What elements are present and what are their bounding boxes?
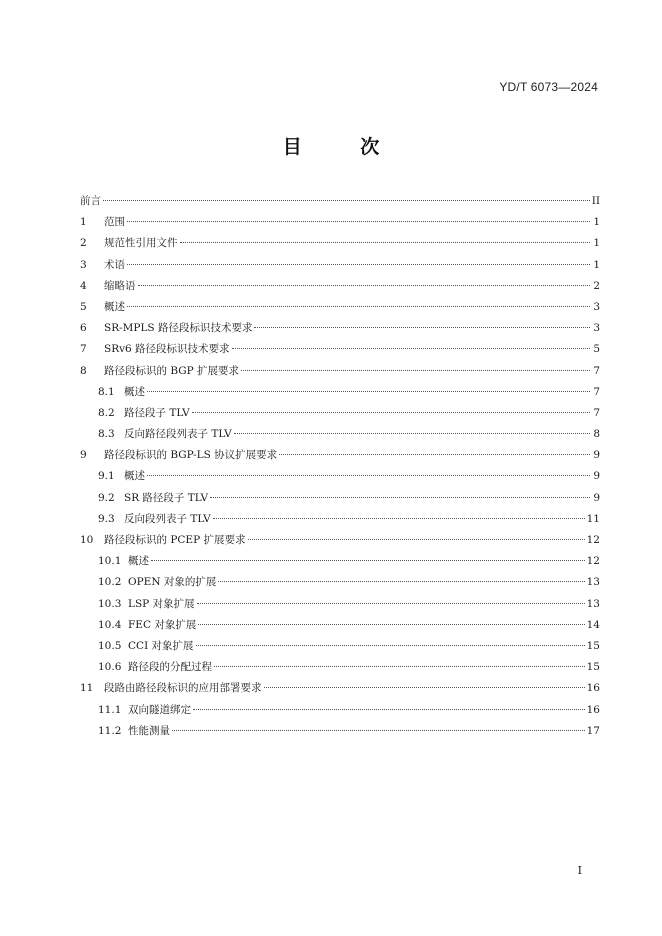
toc-entry-number: 5 (80, 300, 87, 313)
toc-entry-number: 3 (80, 258, 87, 271)
toc-entry-label: 性能测量 (128, 724, 170, 737)
toc-entry[interactable] (80, 382, 600, 403)
toc-entry-label: 路径段子 TLV (124, 406, 190, 419)
toc-entry[interactable] (80, 572, 600, 593)
toc-entry-page: 12 (586, 555, 600, 568)
toc-entry[interactable] (80, 276, 600, 297)
toc-entry-label: LSP 对象扩展 (128, 597, 195, 610)
toc-entry-number: 10 (80, 534, 94, 546)
toc-entry-label: 概述 (104, 300, 125, 313)
toc-entry-number: 11.1 (98, 703, 122, 716)
toc-entry-page: 2 (593, 279, 600, 292)
toc-entry-page: 7 (593, 364, 600, 377)
toc-entry[interactable] (80, 445, 600, 466)
toc-entry-label: 路径段的分配过程 (128, 661, 212, 674)
toc-entry-number: 11.2 (98, 724, 122, 737)
toc-entry[interactable] (80, 233, 600, 254)
toc-entry-number: 4 (80, 279, 87, 292)
toc-entry-number: 11 (80, 682, 94, 695)
toc-leader-dots (254, 327, 590, 328)
toc-leader-dots (218, 581, 584, 582)
toc-leader-dots (147, 391, 590, 392)
toc-leader-dots (213, 518, 585, 519)
toc-entry-label: 前言 (80, 195, 101, 207)
toc-entry[interactable] (80, 255, 600, 276)
toc-entry-page: 17 (586, 724, 600, 737)
toc-entry[interactable] (80, 509, 600, 530)
toc-entry[interactable] (80, 721, 600, 742)
toc-entry-label: CCI 对象扩展 (128, 639, 194, 652)
toc-entry-number: 8.3 (98, 428, 115, 441)
toc-entry[interactable] (80, 700, 600, 721)
toc-entry[interactable] (80, 424, 600, 445)
toc-entry-page: 9 (593, 470, 600, 483)
toc-leader-dots (210, 497, 590, 498)
toc-entry-page: 9 (593, 449, 600, 462)
toc-leader-dots (241, 370, 590, 371)
toc-entry-label: FEC 对象扩展 (128, 618, 197, 631)
toc-entry-label: SR 路径段子 TLV (124, 491, 209, 504)
toc-leader-dots (172, 730, 585, 731)
toc-entry-page: 1 (593, 216, 600, 229)
toc-entry-number: 9 (80, 449, 87, 462)
toc-entry-page: 1 (593, 258, 600, 271)
toc-leader-dots (180, 242, 591, 243)
toc-entry-number: 9.2 (98, 491, 115, 504)
toc-leader-dots (138, 285, 591, 286)
toc-entry-number: 1 (80, 216, 87, 229)
toc-entry[interactable] (80, 678, 600, 699)
toc-entry-number: 8.2 (98, 406, 115, 419)
toc-entry[interactable] (80, 657, 600, 678)
toc-entry-number: 10.2 (98, 576, 122, 589)
toc-title: 目 次 (282, 136, 406, 158)
toc-entry-page: 16 (586, 682, 600, 695)
toc-entry-page: 9 (593, 491, 600, 504)
toc-entry-page: 3 (593, 300, 600, 313)
toc-entry-page: 1 (593, 237, 600, 250)
toc-entry-label: 术语 (104, 258, 125, 271)
toc-entry-label: 路径段标识的 PCEP 扩展要求 (104, 534, 246, 546)
toc-leader-dots (197, 603, 585, 604)
toc-entry[interactable] (80, 615, 600, 636)
toc-entry[interactable] (80, 339, 600, 360)
toc-leader-dots (264, 687, 585, 688)
toc-entry-label: 概述 (124, 470, 145, 483)
toc-entry-label: 反向路径段列表子 TLV (124, 428, 232, 441)
toc-entry-number: 10.4 (98, 618, 122, 631)
toc-entry[interactable] (80, 530, 600, 551)
toc-leader-dots (103, 200, 590, 201)
toc-entry-page: 13 (586, 576, 600, 589)
toc-entry-number: 2 (80, 237, 87, 250)
toc-entry-number: 10.3 (98, 597, 122, 610)
toc-entry[interactable] (80, 466, 600, 487)
toc-entry-number: 7 (80, 343, 87, 356)
toc-entry-label: 规范性引用文件 (104, 237, 178, 250)
toc-entry-page: 11 (586, 512, 600, 525)
toc-entry[interactable] (80, 636, 600, 657)
toc-entry-page: 15 (586, 661, 600, 674)
toc-entry[interactable] (80, 361, 600, 382)
toc-entry-page: 7 (593, 385, 600, 398)
toc-entry-page: 12 (586, 534, 600, 546)
toc-entry-label: 概述 (128, 555, 149, 568)
toc-entry-label: 反向段列表子 TLV (124, 512, 211, 525)
toc-entry-label: OPEN 对象的扩展 (128, 576, 217, 589)
toc-entry-page: 3 (593, 322, 600, 335)
toc-leader-dots (127, 306, 590, 307)
toc-leader-dots (151, 560, 585, 561)
toc-entry[interactable] (80, 191, 600, 212)
toc-entry-label: SR-MPLS 路径段标识技术要求 (104, 322, 253, 335)
toc-leader-dots (198, 624, 584, 625)
toc-entry[interactable] (80, 318, 600, 339)
toc-entry-label: 范围 (104, 216, 125, 229)
toc-entry-label: 双向隧道绑定 (128, 703, 191, 716)
toc-entry-label: 路径段标识的 BGP-LS 协议扩展要求 (104, 449, 278, 462)
toc-entry-page: 5 (593, 343, 600, 356)
toc-leader-dots (192, 412, 590, 413)
table-of-contents (80, 191, 600, 742)
toc-leader-dots (147, 475, 590, 476)
toc-entry-number: 9.1 (98, 470, 115, 483)
toc-entry-number: 8.1 (98, 385, 115, 398)
toc-entry-page: 15 (586, 639, 600, 652)
toc-entry-number: 10.6 (98, 661, 122, 674)
toc-entry-number: 10.1 (98, 555, 122, 568)
toc-leader-dots (127, 264, 590, 265)
toc-entry-number: 8 (80, 364, 87, 377)
toc-entry-number: 6 (80, 322, 87, 335)
toc-entry[interactable] (80, 551, 600, 572)
toc-entry-label: 段路由路径段标识的应用部署要求 (104, 682, 262, 695)
toc-entry-label: 缩略语 (104, 279, 136, 292)
toc-leader-dots (279, 454, 590, 455)
toc-entry-number: 9.3 (98, 512, 115, 525)
page-number: I (577, 864, 582, 877)
toc-entry-label: 路径段标识的 BGP 扩展要求 (104, 364, 240, 377)
toc-leader-dots (193, 709, 585, 710)
toc-entry-page: 16 (586, 703, 600, 716)
toc-entry-label: 概述 (124, 385, 145, 398)
toc-entry-page: 14 (586, 618, 600, 631)
toc-leader-dots (232, 348, 590, 349)
standard-code: YD/T 6073—2024 (499, 80, 598, 94)
toc-entry[interactable] (80, 403, 600, 424)
toc-leader-dots (214, 666, 585, 667)
toc-entry[interactable] (80, 297, 600, 318)
toc-entry-label: SRv6 路径段标识技术要求 (104, 343, 230, 356)
toc-leader-dots (196, 645, 585, 646)
toc-entry-page: 7 (593, 406, 600, 419)
toc-entry-number: 10.5 (98, 639, 122, 652)
toc-entry-page: 8 (593, 428, 600, 441)
toc-leader-dots (127, 221, 590, 222)
toc-leader-dots (234, 433, 590, 434)
toc-entry-page: 13 (586, 597, 600, 610)
toc-entry[interactable] (80, 488, 600, 509)
toc-leader-dots (248, 539, 585, 540)
toc-entry[interactable] (80, 212, 600, 233)
toc-entry-page: II (591, 195, 600, 207)
toc-entry[interactable] (80, 594, 600, 615)
